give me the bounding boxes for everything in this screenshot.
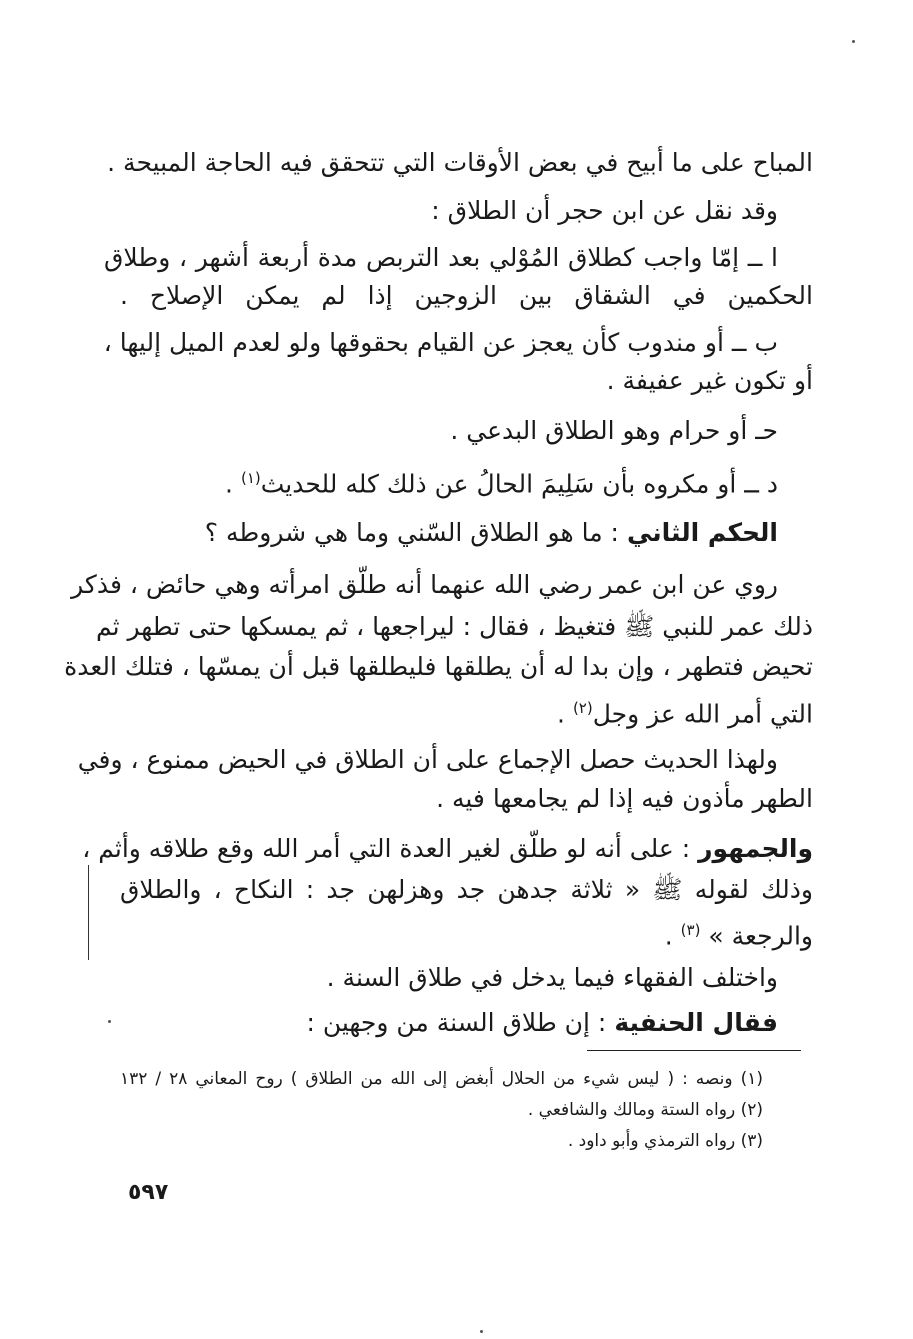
text-line-20-body: : إن طلاق السنة من وجهين : — [306, 1008, 607, 1037]
margin-line — [88, 865, 89, 960]
text-line-4: الحكمين في الشقاق بين الزوجين إذا لم يمكن الإصلاح . — [120, 281, 813, 310]
text-line-19: واختلف الفقهاء فيما يدخل في طلاق السنة . — [326, 963, 778, 992]
paper-speck — [852, 40, 855, 43]
text-line-18-body: والرجعة » — [708, 921, 813, 951]
text-line-10: روي عن ابن عمر رضي الله عنهما أنه طلّق امرأته وهي حائض ، فذكر — [71, 570, 778, 599]
text-line-14: ولهذا الحديث حصل الإجماع على أن الطلاق في الحيض ممنوع ، وفي — [77, 745, 778, 774]
section-heading-question: : ما هو الطلاق السّني وما هي شروطه ؟ — [204, 518, 619, 547]
footnote-ref-1: (١) — [240, 469, 261, 487]
footnote-3: (٣) رواه الترمذي وأبو داود . — [567, 1131, 763, 1151]
jumhur-label: والجمهور — [698, 834, 813, 863]
text-line-13: التي أمر الله عز وجل$^{(٢)}$ . — [557, 699, 813, 729]
paper-speck — [480, 1330, 483, 1333]
footnote-2: (٢) رواه الستة ومالك والشافعي . — [527, 1100, 763, 1120]
text-line-17: وذلك لقوله ﷺ « ثلاثة جدهن جد وهزلهن جد : النكاح ، والطلاق — [120, 875, 813, 904]
section-heading: الحكم الثاني — [626, 518, 778, 547]
text-line-8-body: د ــ أو مكروه بأن سَلِيمَ الحالُ عن ذلك كله للحديث — [260, 469, 778, 499]
text-line-20 — [120, 1008, 778, 1038]
text-line-9 — [120, 518, 778, 548]
text-line-13-body: التي أمر الله عز وجل — [592, 699, 813, 729]
text-line-16 — [82, 834, 813, 864]
text-line-1: المباح على ما أبيح في بعض الأوقات التي تتحقق فيه الحاجة المبيحة . — [107, 148, 813, 177]
text-line-7: حـ أو حرام وهو الطلاق البدعي . — [450, 416, 778, 445]
text-line-8: د ــ أو مكروه بأن سَلِيمَ الحالُ عن ذلك كله للحديث$^{(١)}$ . — [225, 469, 778, 499]
text-line-15: الطهر مأذون فيه إذا لم يجامعها فيه . — [436, 784, 813, 813]
paper-speck — [108, 1020, 111, 1023]
text-line-6: أو تكون غير عفيفة . — [606, 366, 813, 395]
page-number: ٥٩٧ — [128, 1180, 169, 1205]
text-line-3: ا ــ إمّا واجب كطلاق المُوْلي بعد التربص مدة أربعة أشهر ، وطلاق — [104, 243, 778, 272]
footnote-ref-3: (٣) — [680, 921, 701, 939]
text-line-2: وقد نقل عن ابن حجر أن الطلاق : — [431, 196, 778, 225]
text-line-12: تحيض فتطهر ، وإن بدا له أن يطلقها فليطلقها قبل أن يمسّها ، فتلك العدة — [64, 652, 813, 681]
hanafiyya-label: فقال الحنفية — [614, 1008, 778, 1037]
text-line-11: ذلك عمر للنبي ﷺ فتغيظ ، فقال : ليراجعها ، ثم يمسكها حتى تطهر ثم — [95, 612, 813, 641]
footnote-1: (١) ونصه : ( ليس شيء من الحلال أبغض إلى الله من الطلاق ) روح المعاني ٢٨ / ١٣٢ — [120, 1069, 763, 1089]
footnote-ref-2: (٢) — [572, 699, 593, 717]
text-line-18: والرجعة » $^{(٣)}$ . — [664, 921, 813, 951]
footnote-divider — [587, 1050, 801, 1051]
text-line-16-body: : على أنه لو طلّق لغير العدة التي أمر الله وقع طلاقه وأثم ، — [82, 834, 691, 863]
text-line-5: ب ــ أو مندوب كأن يعجز عن القيام بحقوقها ولو لعدم الميل إليها ، — [103, 328, 778, 357]
